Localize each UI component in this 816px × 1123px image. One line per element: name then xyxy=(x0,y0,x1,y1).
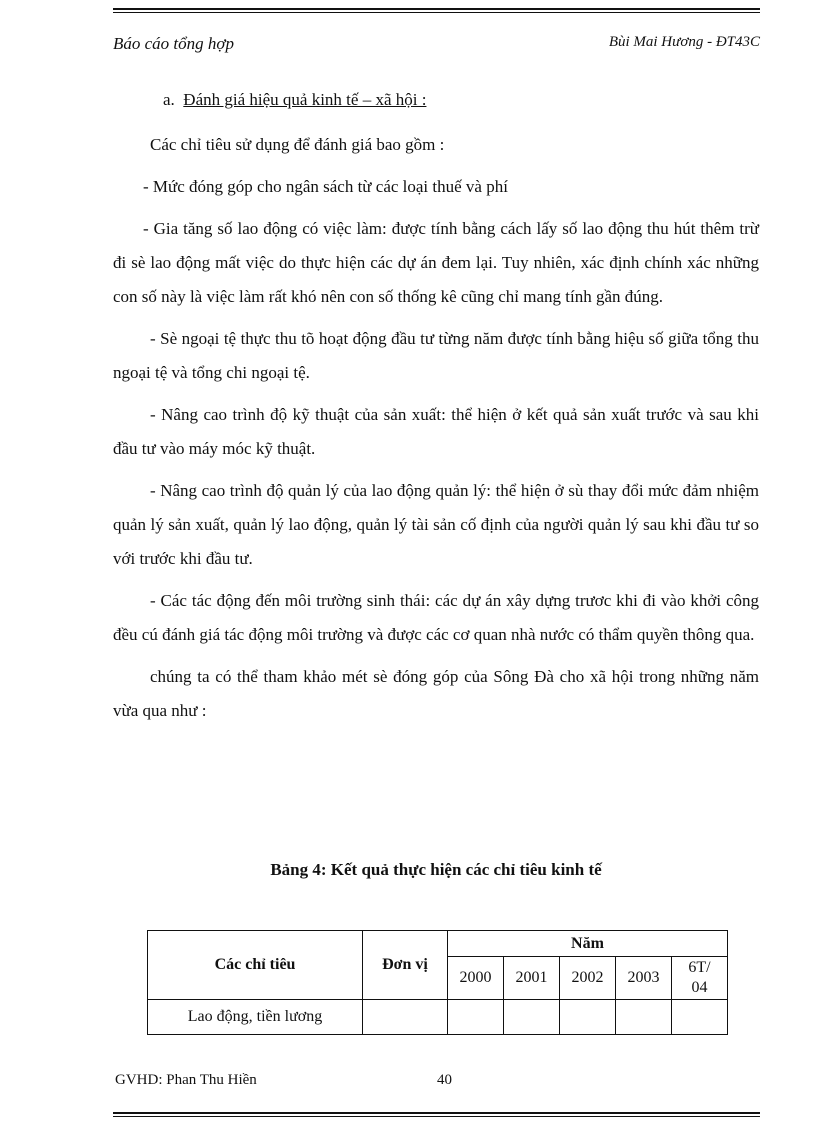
paragraph: - Mức đóng góp cho ngân sách từ các loại thuế và phí xyxy=(143,177,508,196)
table-cell xyxy=(672,1000,728,1035)
bottom-rule xyxy=(113,1112,760,1117)
year-cell: 2000 xyxy=(448,957,504,1000)
year-line: 04 xyxy=(691,979,708,996)
table-cell xyxy=(448,1000,504,1035)
indicator-table xyxy=(147,930,728,1035)
header-title: Báo cáo tổng hợp xyxy=(113,34,234,53)
section-marker: a. xyxy=(163,90,175,109)
table-cell xyxy=(616,1000,672,1035)
section-heading xyxy=(163,90,426,110)
page-number: 40 xyxy=(437,1072,452,1088)
year-line: 6T/ xyxy=(688,959,711,976)
paragraph: - Nâng cao trình độ quản lý của lao động quản lý: thể hiện ở sù thay đổi mức đảm nhiệm quản lý sản xuất, quản lý lao động, quản lý tài sản cố định của người quản lý sau khi đầu tư so với trước khi đầu tư. xyxy=(113,481,759,568)
year-cell: 2002 xyxy=(560,957,616,1000)
paragraph: Các chỉ tiêu sử dụng để đánh giá bao gồm : xyxy=(150,135,445,154)
year-cell: 2001 xyxy=(504,957,560,1000)
table-row xyxy=(148,1000,728,1035)
row-label: Lao động, tiền lương xyxy=(148,1000,363,1035)
year-cell-6t04 xyxy=(672,957,728,1000)
paragraph: chúng ta có thể tham khảo mét sè đóng góp của Sông Đà cho xã hội trong những năm vừa qua như : xyxy=(113,667,759,720)
year-cell: 2003 xyxy=(616,957,672,1000)
table-cell xyxy=(363,1000,448,1035)
header-indicator: Các chỉ tiêu xyxy=(148,931,363,1000)
footer-advisor: GVHD: Phan Thu Hiền xyxy=(115,1072,257,1088)
paragraph: - Gia tăng số lao động có việc làm: được tính bằng cách lấy số lao động thu hút thêm trừ đi sè lao động mất việc do thực hiện các dự án đem lại. Tuy nhiên, xác định chính xác những con số này là việc làm rất khó nên con số thống kê cũng chỉ mang tính gần đúng. xyxy=(113,219,759,306)
table-title: Bảng 4: Kết quả thực hiện các chỉ tiêu kinh tế xyxy=(270,860,602,879)
table-cell xyxy=(504,1000,560,1035)
header-unit: Đơn vị xyxy=(363,931,448,1000)
header-year-group: Năm xyxy=(448,931,728,957)
table-cell xyxy=(560,1000,616,1035)
header-author: Bùi Mai Hương - ĐT43C xyxy=(608,34,760,50)
paragraph: - Sè ngoại tệ thực thu tõ hoạt động đầu tư từng năm được tính bằng hiệu số giữa tổng thu ngoại tệ và tổng chi ngoại tệ. xyxy=(113,329,759,382)
body-text xyxy=(113,128,759,728)
paragraph: - Các tác động đến môi trường sinh thái: các dự án xây dựng trươc khi đi vào khởi công đều cú đánh giá tác động môi trường và được các cơ quan nhà nước có thẩm quyền thông qua. xyxy=(113,591,759,644)
section-title: Đánh giá hiệu quả kinh tế – xã hội : xyxy=(183,90,427,109)
top-rule xyxy=(113,8,760,13)
paragraph: - Nâng cao trình độ kỹ thuật của sản xuất: thể hiện ở kết quả sản xuất trước và sau khi đầu tư vào máy móc kỹ thuật. xyxy=(113,405,759,458)
